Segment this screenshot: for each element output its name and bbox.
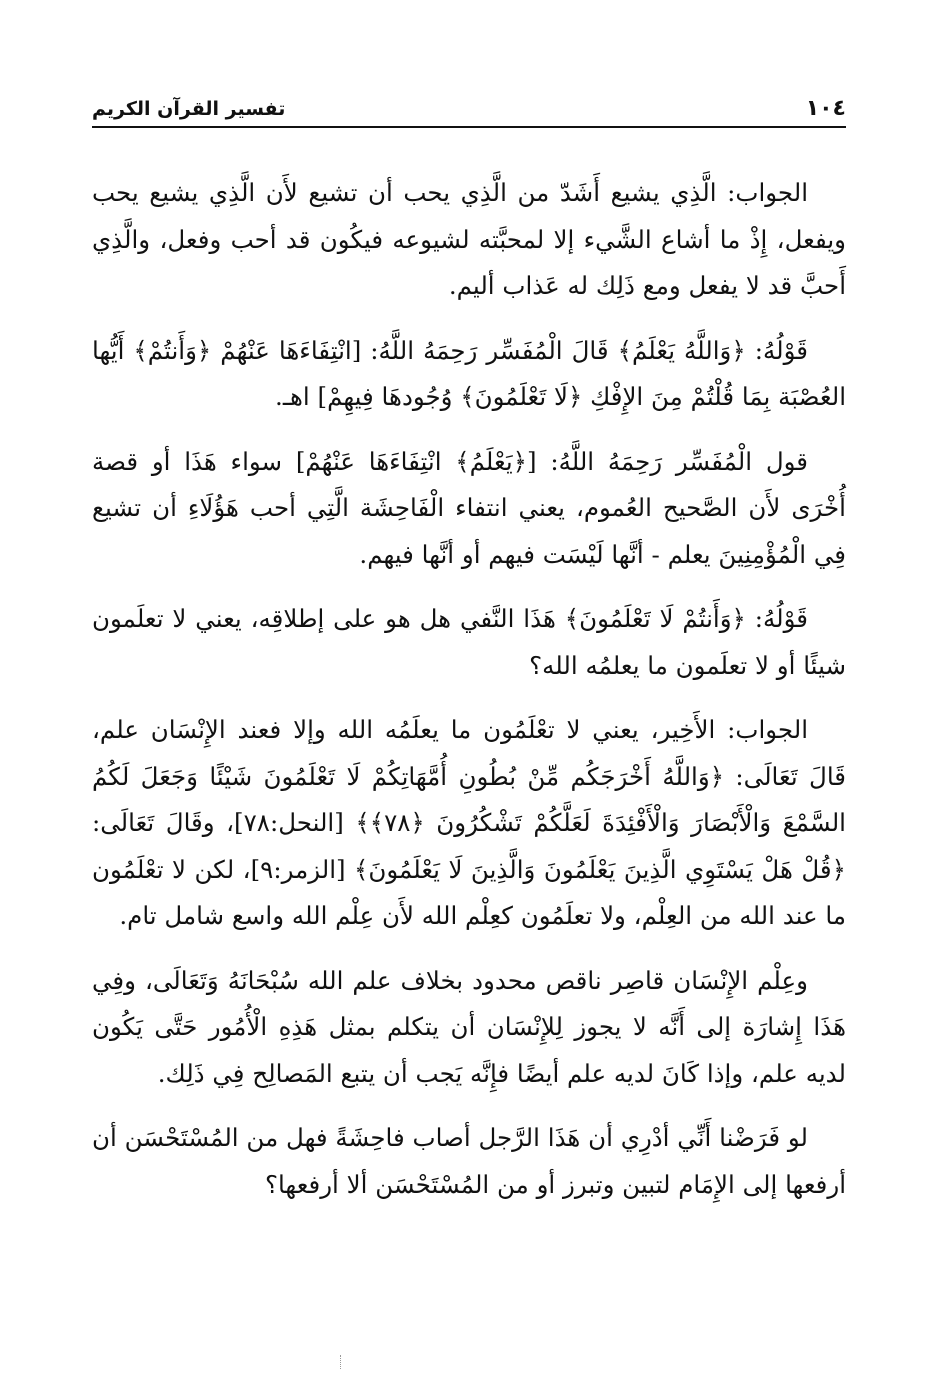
paragraph-mufassir-commentary: قول الْمُفَسِّر رَحِمَهُ اللَّهُ: [﴿يَعْلَمُ﴾ انْتِفَاءَهَا عَنْهُمْ] سواء هَذَا أو قصة أُخْرَى لأَن الصَّحيح العُموم، يعني انتفاء الْفَاحِشَة الَّتِي أحب هَؤُلَاءِ أن تشيع فِي الْمُؤْمِنِينَ يعلم - أنَّها لَيْسَت فيهم أو أنَّها فيهم. (92, 446, 846, 569)
page-number: ١٠٤ (805, 96, 846, 121)
paragraph-human-knowledge: وعِلْم الإِنْسَان قاصِر ناقص محدود بخلاف علم الله سُبْحَانَهُ وَتَعَالَى، وفِي هَذَا إِشارَة إلى أَنَّه لا يجوز لِلإِنْسَان أن يتكلم بمثل هَذِهِ الْأُمُور حَتَّى يَكُون لديه علم، وإذا كَانَ لديه علم أيضًا فإِنَّه يَجب أن يتبع المَصالِح فِي ذَلِك. (92, 965, 846, 1088)
paragraph-quote-you-know-not: قَوْلُهُ: ﴿وَأَنتُمْ لَا تَعْلَمُونَ﴾ هَذَا النَّفي هل هو على إطلاقِه، يعني لا تعلَمون شيئًا أو لا تعلَمون ما يعلمُه الله؟ (92, 604, 846, 680)
body-text (92, 170, 846, 1226)
page-header (92, 92, 846, 128)
paragraph-quote-allah-knows: قَوْلُهُ: ﴿وَاللَّهُ يَعْلَمُ﴾ قَالَ الْمُفَسِّر رَحِمَهُ اللَّهُ: [انْتِفَاءَهَا عَنْهُمْ ﴿وَأَنتُمْ﴾ أَيُّها العُصْبَة بِمَا قُلْتُمْ مِنَ الإِفْكِ ﴿لَا تَعْلَمُونَ﴾ وُجُودهَا فِيهِمْ] اهـ. (92, 335, 846, 411)
paragraph-question-reporting: لو فَرَضْنا أَنِّي أدْرِي أن هَذَا الرَّجل أصاب فاحِشَةً فهل من المُسْتَحْسَن أن أرفعها إلى الإِمَام لتبين وتبرز أو من المُسْتَحْسَن ألا أرفعها؟ (92, 1123, 846, 1199)
paragraph-answer-spreading: الجواب: الَّذِي يشيع أَشَدّ من الَّذِي يحب أن تشيع لأَن الَّذِي يشيع يحب ويفعل، إِذْ ما أشاع الشَّيء إلا لمحبَّته لشيوعه فيكُون قد أحب وفعل، والَّذِي أَحبَّ قد لا يفعل ومع ذَلِك له عَذاب أليم. (92, 178, 846, 300)
scan-mark (340, 1355, 345, 1369)
running-title: تفسير القرآن الكريم (92, 98, 286, 120)
paragraph-answer-knowledge: الجواب: الأَخِير، يعني لا تعْلَمُون ما يعلَمُه الله وإلا فعند الإِنْسَان علم، قَالَ تَعَالَى: ﴿وَاللَّهُ أَخْرَجَكُم مِّنْ بُطُونِ أُمَّهَاتِكُمْ لَا تَعْلَمُونَ شَيْئًا وَجَعَلَ لَكُمُ السَّمْعَ وَالْأَبْصَارَ وَالْأَفْئِدَةَ لَعَلَّكُمْ تَشْكُرُونَ ﴿٧٨﴾﴾ [النحل:٧٨]، وقَالَ تَعَالَى: ﴿قُلْ هَلْ يَسْتَوِي الَّذِينَ يَعْلَمُونَ وَالَّذِينَ لَا يَعْلَمُونَ﴾ [الزمر:٩]، لكن لا تعْلَمُون ما عند الله من العِلْم، ولا تعلَمُون كعِلْم الله لأَن عِلْم الله واسع شامل تام. (92, 715, 847, 930)
